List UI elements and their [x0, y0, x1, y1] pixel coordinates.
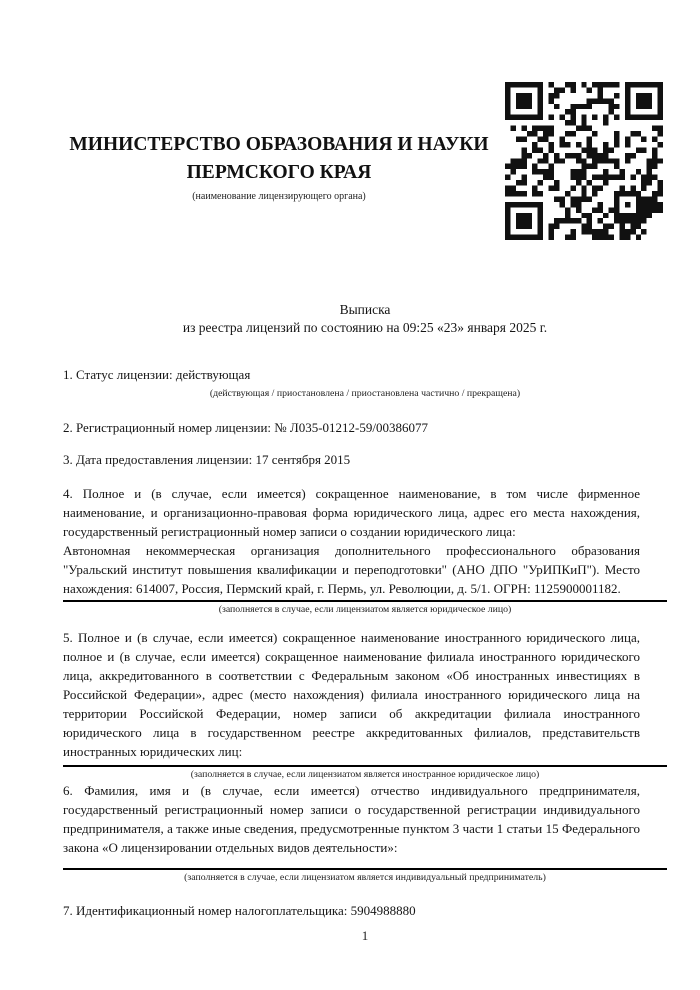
authority-field-caption: (наименование лицензирующего органа) [192, 191, 366, 202]
document-title [63, 301, 667, 336]
item-taxpayer-number [63, 903, 667, 919]
legal-entity-value: Автономная некоммерческая организация дополнительного профессионального образования "Уральский институт повышения квалификации и переподготовки" (АНО ДПО "УрИПКиП"). Место нахождения: 614007, Россия, Пермский край, г. Пермь, ул. Революции, д. 5/1. ОГРН: 1125900001182. [63, 543, 640, 596]
foreign-entity-field-label: 5. Полное и (в случае, если имеется) сокращенное наименование иностранного юридического лица, полное и (в случае, если имеется) сокращенное наименование филиала иностранного юридического лица, аккредитованного в соответствии с Федеральным законом «Об иностранных инвестициях в Российской Федерации», адрес (место нахождения) филиала иностранного юридического лица на территории Российской Федерации, номер записи об аккредитации филиала иностранного юридического лица в государственном реестре аккредитованных филиалов, представительств иностранных юридических лиц: [63, 630, 640, 759]
ministry-name-line2: ПЕРМСКОГО КРАЯ [186, 162, 372, 183]
taxpayer-number-text: 7. Идентификационный номер налогоплательщика: 5904988880 [63, 903, 416, 918]
foreign-entity-caption: (заполняется в случае, если лицензиатом является иностранное юридическое лицо) [190, 769, 540, 780]
item-license-status [63, 367, 667, 400]
page-number: 1 [361, 928, 369, 943]
field-underline [63, 600, 667, 602]
legal-entity-field-label: 4. Полное и (в случае, если имеется) сокращенное наименование, в том числе фирменное наименование, и организационно-правовая форма юридического лица, адрес его места нахождения, государственный регистрационный номер записи о создании юридического лица: [63, 486, 640, 539]
legal-entity-caption: (заполняется в случае, если лицензиатом является юридическое лицо) [218, 604, 512, 615]
blank-field-line [63, 868, 667, 870]
title-line1: Выписка [339, 302, 391, 317]
item-registration-number [63, 420, 667, 436]
item-individual-entrepreneur [63, 781, 667, 884]
document-header [63, 131, 495, 203]
item-foreign-entity [63, 628, 667, 781]
title-line2: из реестра лицензий по состоянию на 09:25 «23» января 2025 г. [182, 319, 548, 335]
item-legal-entity [63, 484, 667, 616]
license-date-text: 3. Дата предоставления лицензии: 17 сентября 2015 [63, 452, 351, 467]
license-status-options-caption: (действующая / приостановлена / приостановлена частично / прекращена) [209, 388, 521, 399]
licensing-authority-name [63, 131, 495, 187]
entrepreneur-caption: (заполняется в случае, если лицензиатом является индивидуальный предприниматель) [184, 872, 546, 883]
item-license-date [63, 452, 667, 468]
license-status-text: 1. Статус лицензии: действующая [63, 367, 251, 382]
ministry-name-line1: МИНИСТЕРСТВО ОБРАЗОВАНИЯ И НАУКИ [69, 134, 489, 155]
entrepreneur-field-label: 6. Фамилия, имя и (в случае, если имеется) отчество индивидуального предпринимателя, государственный регистрационный номер записи о государственной регистрации индивидуального предпринимателя, а также иные сведения, предусмотренные пунктом 3 части 1 статьи 15 Федерального закона «О лицензировании отдельных видов деятельности»: [63, 783, 640, 855]
registration-number-text: 2. Регистрационный номер лицензии: № Л035-01212-59/00386077 [63, 420, 429, 435]
blank-field-line [63, 765, 667, 767]
qr-code [505, 82, 663, 240]
qr-code-image [505, 82, 663, 240]
